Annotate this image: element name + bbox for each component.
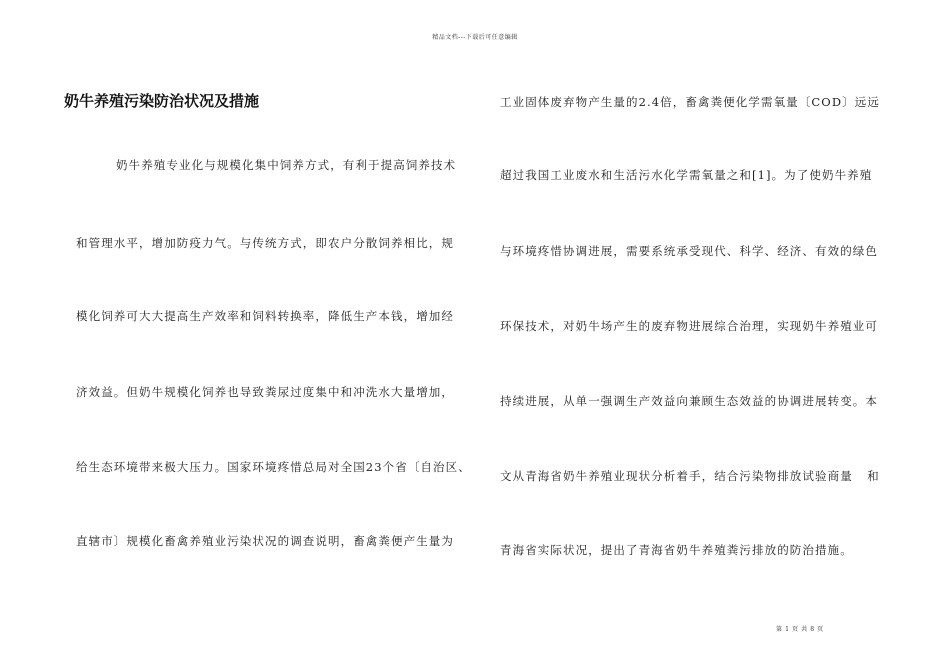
left-paragraph-line: 济效益。但奶牛规模化饲养也导致粪尿过度集中和冲洗水大量增加， bbox=[76, 385, 454, 399]
document-title: 奶牛养殖污染防治状况及措施 bbox=[64, 92, 260, 110]
right-paragraph-line: 超过我国工业废水和生活污水化学需氧量之和[1]。为了使奶牛养殖 bbox=[500, 168, 873, 182]
right-paragraph-line: 持续进展，从单一强调生产效益向兼顾生态效益的协调进展转变。本 bbox=[500, 394, 878, 408]
right-paragraph-line: 青海省实际状况，提出了青海省奶牛养殖粪污排放的防治措施。 bbox=[500, 543, 853, 557]
right-paragraph-line: 工业固体废弃物产生量的2.4倍，畜禽粪便化学需氧量〔COD〕远远 bbox=[500, 95, 880, 109]
page-header-note: 精品文档---下载后可任意编辑 bbox=[432, 34, 518, 41]
left-paragraph-line: 和管理水平，增加防疫力气。与传统方式，即农户分散饲养相比，规 bbox=[76, 236, 454, 250]
left-paragraph-line: 奶牛养殖专业化与规模化集中饲养方式，有利于提高饲养技术 bbox=[116, 158, 457, 172]
left-paragraph-line: 模化饲养可大大提高生产效率和饲料转换率，降低生产本钱，增加经 bbox=[76, 309, 454, 323]
page-number: 第 1 页 共 8 页 bbox=[776, 626, 824, 633]
right-paragraph-line: 环保技术，对奶牛场产生的废弃物进展综合治理，实现奶牛养殖业可 bbox=[500, 319, 878, 333]
left-paragraph-line: 直辖市〕规模化畜禽养殖业污染状况的调查说明，畜禽粪便产生量为 bbox=[76, 534, 454, 548]
right-paragraph-line: 文从青海省奶牛养殖业现状分析着手，结合污染物排放试验商量 和 bbox=[500, 469, 880, 483]
left-paragraph-line: 给生态环境带来极大压力。国家环境疼惜总局对全国23个省〔自治区、 bbox=[76, 460, 471, 474]
right-paragraph-line: 与环境疼惜协调进展，需要系统承受现代、科学、经济、有效的绿色 bbox=[500, 244, 878, 258]
